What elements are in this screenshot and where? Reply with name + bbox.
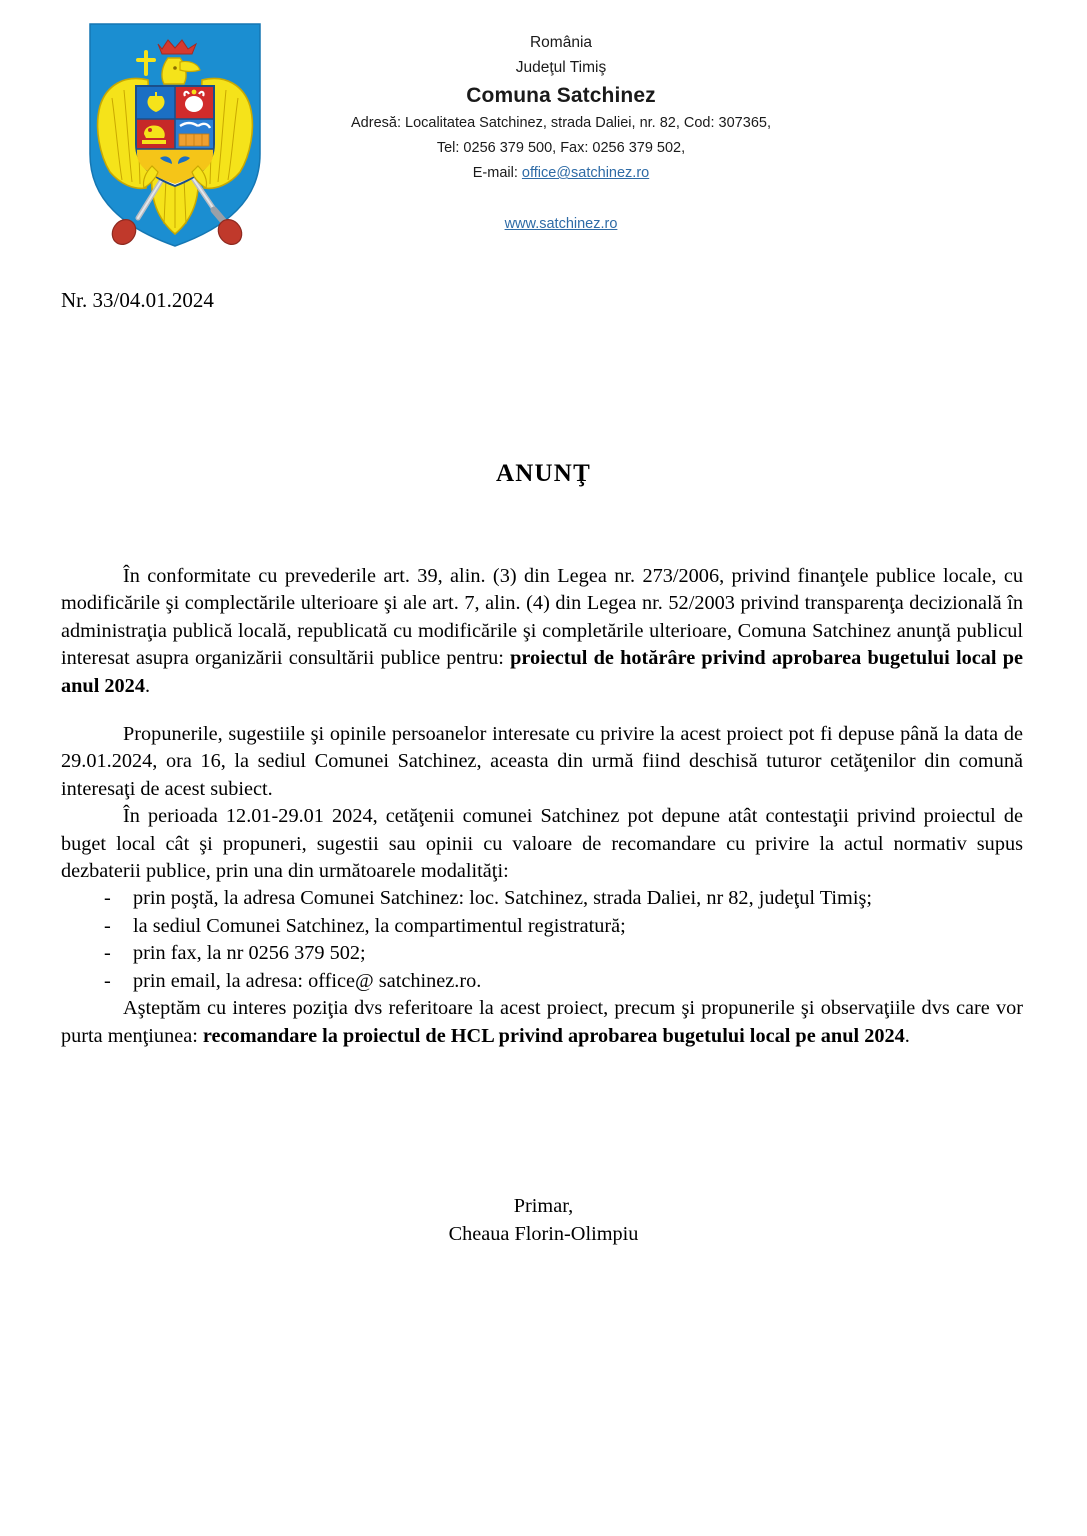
website-line [276, 212, 846, 237]
signature-block [0, 1192, 1087, 1248]
signature-name: Cheaua Florin-Olimpiu [448, 1223, 639, 1245]
paragraph-2: Propunerile, sugestiile şi opinile persoanelor interesate cu privire la acest proiect pot fi depuse până la data de 29.01.2024, ora 16, la sediul Comunei Satchinez, aceasta din urmă fiind deschisă tuturor cetăţenilor din comună interesaţi de acest subiect. [61, 723, 1023, 800]
document-body [61, 563, 1023, 1050]
paragraph-1-tail: . [144, 674, 151, 697]
bullet-dash-icon: - [104, 887, 111, 910]
paragraph-1-text: În conformitate cu prevederile art. 39, alin. (3) din Legea nr. 273/2006, privind finanţele publice locale, cu modificările şi complectările ulterioare şi ale art. 7, alin. (4) din Legea nr. 52/2003 privind transparenţa decizională în administraţia publică locală, republicată cu modificările şi completările ulterioare, Comuna Satchinez anunţă publicul interesat asupra organizării consultării publice pentru: [61, 565, 1023, 670]
list-item-label: prin poştă, la adresa Comunei Satchinez: loc. Satchinez, strada Daliei, nr 82, judeţul Timiş; [133, 887, 872, 910]
email-label: E-mail: [472, 165, 518, 181]
country-name: România [529, 34, 593, 51]
paragraph-1 [61, 563, 1023, 700]
list-item-label: la sediul Comunei Satchinez, la compartimentul registratură; [133, 914, 626, 937]
list-item-label: prin email, la adresa: office@ satchinez.ro. [133, 969, 482, 992]
email-line [276, 161, 846, 186]
bullet-dash-icon: - [104, 969, 111, 992]
list-item [61, 968, 1023, 995]
list-item [61, 940, 1023, 967]
phone-line: Tel: 0256 379 500, Fax: 0256 379 502, [436, 140, 686, 156]
email-link[interactable]: office@satchinez.ro [521, 165, 650, 181]
paragraph-4-emphasis: recomandare la proiectul de HCL privind aprobarea bugetului local pe anul 2024 [202, 1024, 905, 1047]
list-item [61, 885, 1023, 912]
county-name: Judeţul Timiş [515, 59, 607, 76]
list-item-label: prin fax, la nr 0256 379 502; [133, 942, 366, 965]
address-line: Adresă: Localitatea Satchinez, strada Daliei, nr. 82, Cod: 307365, [351, 115, 771, 131]
bullet-dash-icon: - [104, 914, 111, 937]
list-item [61, 913, 1023, 940]
paragraph-3: În perioada 12.01-29.01 2024, cetăţenii comunei Satchinez pot depune atât contestaţii privind proiectul de buget local cât şi propuneri, sugestii sau opinii cu valoare de recomandare cu privire la actul normativ supus dezbaterii publice, prin una din următoarele modalităţi: [61, 805, 1023, 883]
signature-role: Primar, [513, 1195, 574, 1217]
paragraph-4-text: Aşteptăm cu interes poziţia dvs referitoare la acest proiect, precum şi propunerile şi observaţiile dvs care vor purta menţiunea: [61, 997, 1023, 1047]
paragraph-4 [61, 995, 1023, 1050]
paragraph-4-tail: . [904, 1024, 910, 1047]
submission-methods-list [61, 885, 1023, 995]
website-link[interactable]: www.satchinez.ro [504, 216, 618, 232]
bullet-dash-icon: - [104, 942, 111, 965]
letterhead [0, 14, 1087, 254]
paragraph-1-emphasis: proiectul de hotărâre privind aprobarea bugetului local pe anul 2024 [61, 647, 1023, 697]
document-number: Nr. 33/04.01.2024 [61, 288, 214, 312]
commune-name: Comuna Satchinez [466, 84, 656, 107]
document-title: ANUNŢ [496, 460, 591, 487]
romania-coat-of-arms-icon [80, 22, 270, 248]
organization-block [276, 30, 846, 237]
